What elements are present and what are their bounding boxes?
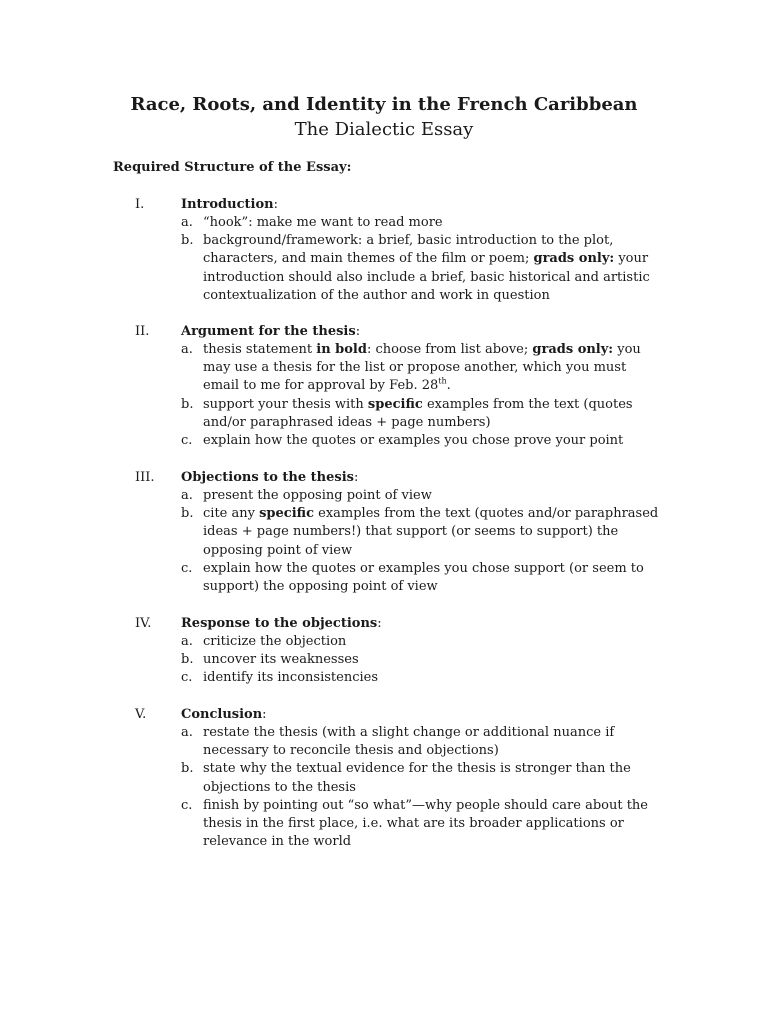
text-run: criticize the objection bbox=[203, 634, 347, 649]
list-item bbox=[0, 396, 768, 432]
section-numeral: V. bbox=[135, 707, 147, 722]
structure-heading: Required Structure of the Essay: bbox=[113, 160, 352, 175]
section-numeral: I. bbox=[135, 197, 145, 212]
section-numeral: IV. bbox=[135, 616, 152, 631]
item-text bbox=[203, 432, 661, 450]
text-run: state why the textual evidence for the thesis is stronger than the objections to the thesis bbox=[203, 761, 631, 795]
section-heading bbox=[0, 196, 768, 214]
item-text bbox=[203, 232, 661, 305]
item-text bbox=[203, 669, 661, 687]
item-text bbox=[203, 341, 661, 396]
text-run: present the opposing point of view bbox=[203, 488, 432, 503]
text-run: uncover its weaknesses bbox=[203, 652, 359, 668]
item-list bbox=[0, 633, 768, 688]
text-run: cite any bbox=[203, 506, 260, 522]
bold-text: in bold bbox=[316, 342, 367, 357]
item-letter: b. bbox=[181, 396, 194, 412]
item-list bbox=[0, 487, 768, 596]
text-run: thesis statement bbox=[203, 342, 317, 357]
section-heading bbox=[0, 323, 768, 341]
item-letter: b. bbox=[181, 506, 194, 522]
document-subtitle: The Dialectic Essay bbox=[294, 119, 474, 140]
item-letter: a. bbox=[181, 488, 193, 503]
item-list bbox=[0, 214, 768, 305]
text-run: background/framework: a brief, basic introduction to the plot, characters, and main themes of the film or poem; bbox=[203, 233, 614, 267]
superscript-text: th bbox=[438, 377, 447, 387]
item-text bbox=[203, 760, 661, 796]
item-list bbox=[0, 341, 768, 450]
section-title: Response to the objections: bbox=[181, 616, 382, 631]
text-run: examples from the text (quotes and/or paraphrased ideas + page numbers) bbox=[203, 396, 633, 430]
item-text bbox=[203, 214, 661, 232]
text-run: support your thesis with bbox=[203, 396, 368, 412]
text-run: identify its inconsistencies bbox=[203, 670, 379, 686]
item-letter: a. bbox=[181, 215, 193, 230]
list-item bbox=[0, 432, 768, 450]
list-item bbox=[0, 341, 768, 396]
section-title-text: Objections to the thesis bbox=[181, 470, 354, 485]
list-item bbox=[0, 669, 768, 687]
list-item bbox=[0, 560, 768, 596]
item-letter: c. bbox=[181, 797, 193, 813]
bold-text: specific bbox=[367, 396, 423, 412]
section-numeral: III. bbox=[135, 470, 155, 485]
text-run: finish by pointing out “so what”—why people should care about the thesis in the first place, i.e. what are its broader applications or relevance in the world bbox=[203, 797, 648, 850]
list-item bbox=[0, 232, 768, 305]
section-5 bbox=[0, 706, 768, 851]
item-text bbox=[203, 651, 661, 669]
list-item bbox=[0, 487, 768, 505]
text-run: “hook”: make me want to read more bbox=[203, 215, 443, 230]
section-title-text: Argument for the thesis bbox=[181, 324, 356, 339]
list-item bbox=[0, 633, 768, 651]
item-text bbox=[203, 396, 661, 432]
section-heading bbox=[0, 469, 768, 487]
item-letter: c. bbox=[181, 560, 193, 576]
item-letter: a. bbox=[181, 725, 193, 740]
bold-text: specific bbox=[259, 506, 314, 522]
item-text bbox=[203, 487, 661, 505]
text-run: you may use a thesis for the list or propose another, which you must email to me for approval by Feb. 28 bbox=[203, 342, 641, 394]
list-item bbox=[0, 214, 768, 232]
section-title-text: Response to the objections bbox=[181, 616, 378, 631]
list-item bbox=[0, 651, 768, 669]
list-item bbox=[0, 505, 768, 560]
text-run: . bbox=[446, 378, 451, 394]
section-title-text: Introduction bbox=[181, 197, 274, 212]
item-letter: b. bbox=[181, 761, 194, 777]
text-run: restate the thesis (with a slight change or additional nuance if necessary to reconcile thesis and objections) bbox=[203, 725, 615, 759]
section-title-text: Conclusion bbox=[181, 707, 263, 722]
section-3 bbox=[0, 469, 768, 596]
item-text bbox=[203, 724, 661, 760]
section-heading bbox=[0, 706, 768, 724]
text-run: examples from the text (quotes and/or paraphrased ideas + page numbers!) that support (or seems to support) the opposing point of view bbox=[203, 506, 659, 558]
bold-text: grads only: bbox=[533, 251, 615, 267]
list-item bbox=[0, 724, 768, 760]
text-run: explain how the quotes or examples you chose support (or seem to support) the opposing point of view bbox=[203, 560, 644, 595]
bold-text: grads only: bbox=[532, 342, 614, 357]
section-title: Argument for the thesis: bbox=[181, 324, 361, 339]
item-letter: b. bbox=[181, 233, 194, 249]
item-list bbox=[0, 724, 768, 851]
list-item bbox=[0, 760, 768, 796]
section-4 bbox=[0, 615, 768, 688]
item-letter: c. bbox=[181, 670, 193, 686]
item-letter: a. bbox=[181, 634, 193, 649]
document-title: Race, Roots, and Identity in the French Caribbean bbox=[130, 94, 638, 115]
section-title: Objections to the thesis: bbox=[181, 470, 359, 485]
section-title: Conclusion: bbox=[181, 707, 267, 722]
item-text bbox=[203, 505, 661, 560]
item-letter: c. bbox=[181, 433, 193, 449]
item-letter: b. bbox=[181, 652, 194, 668]
section-heading bbox=[0, 615, 768, 633]
item-text bbox=[203, 560, 661, 596]
text-run: explain how the quotes or examples you chose prove your point bbox=[203, 433, 624, 449]
text-run: : choose from list above; bbox=[366, 342, 533, 357]
section-2 bbox=[0, 323, 768, 450]
section-title: Introduction: bbox=[181, 197, 278, 212]
item-letter: a. bbox=[181, 342, 193, 357]
section-numeral: II. bbox=[135, 324, 150, 339]
item-text bbox=[203, 633, 661, 651]
section-1 bbox=[0, 196, 768, 305]
item-text bbox=[203, 797, 661, 852]
list-item bbox=[0, 797, 768, 852]
text-run: your introduction should also include a brief, basic historical and artistic contextualization of the author and work in question bbox=[203, 251, 650, 303]
